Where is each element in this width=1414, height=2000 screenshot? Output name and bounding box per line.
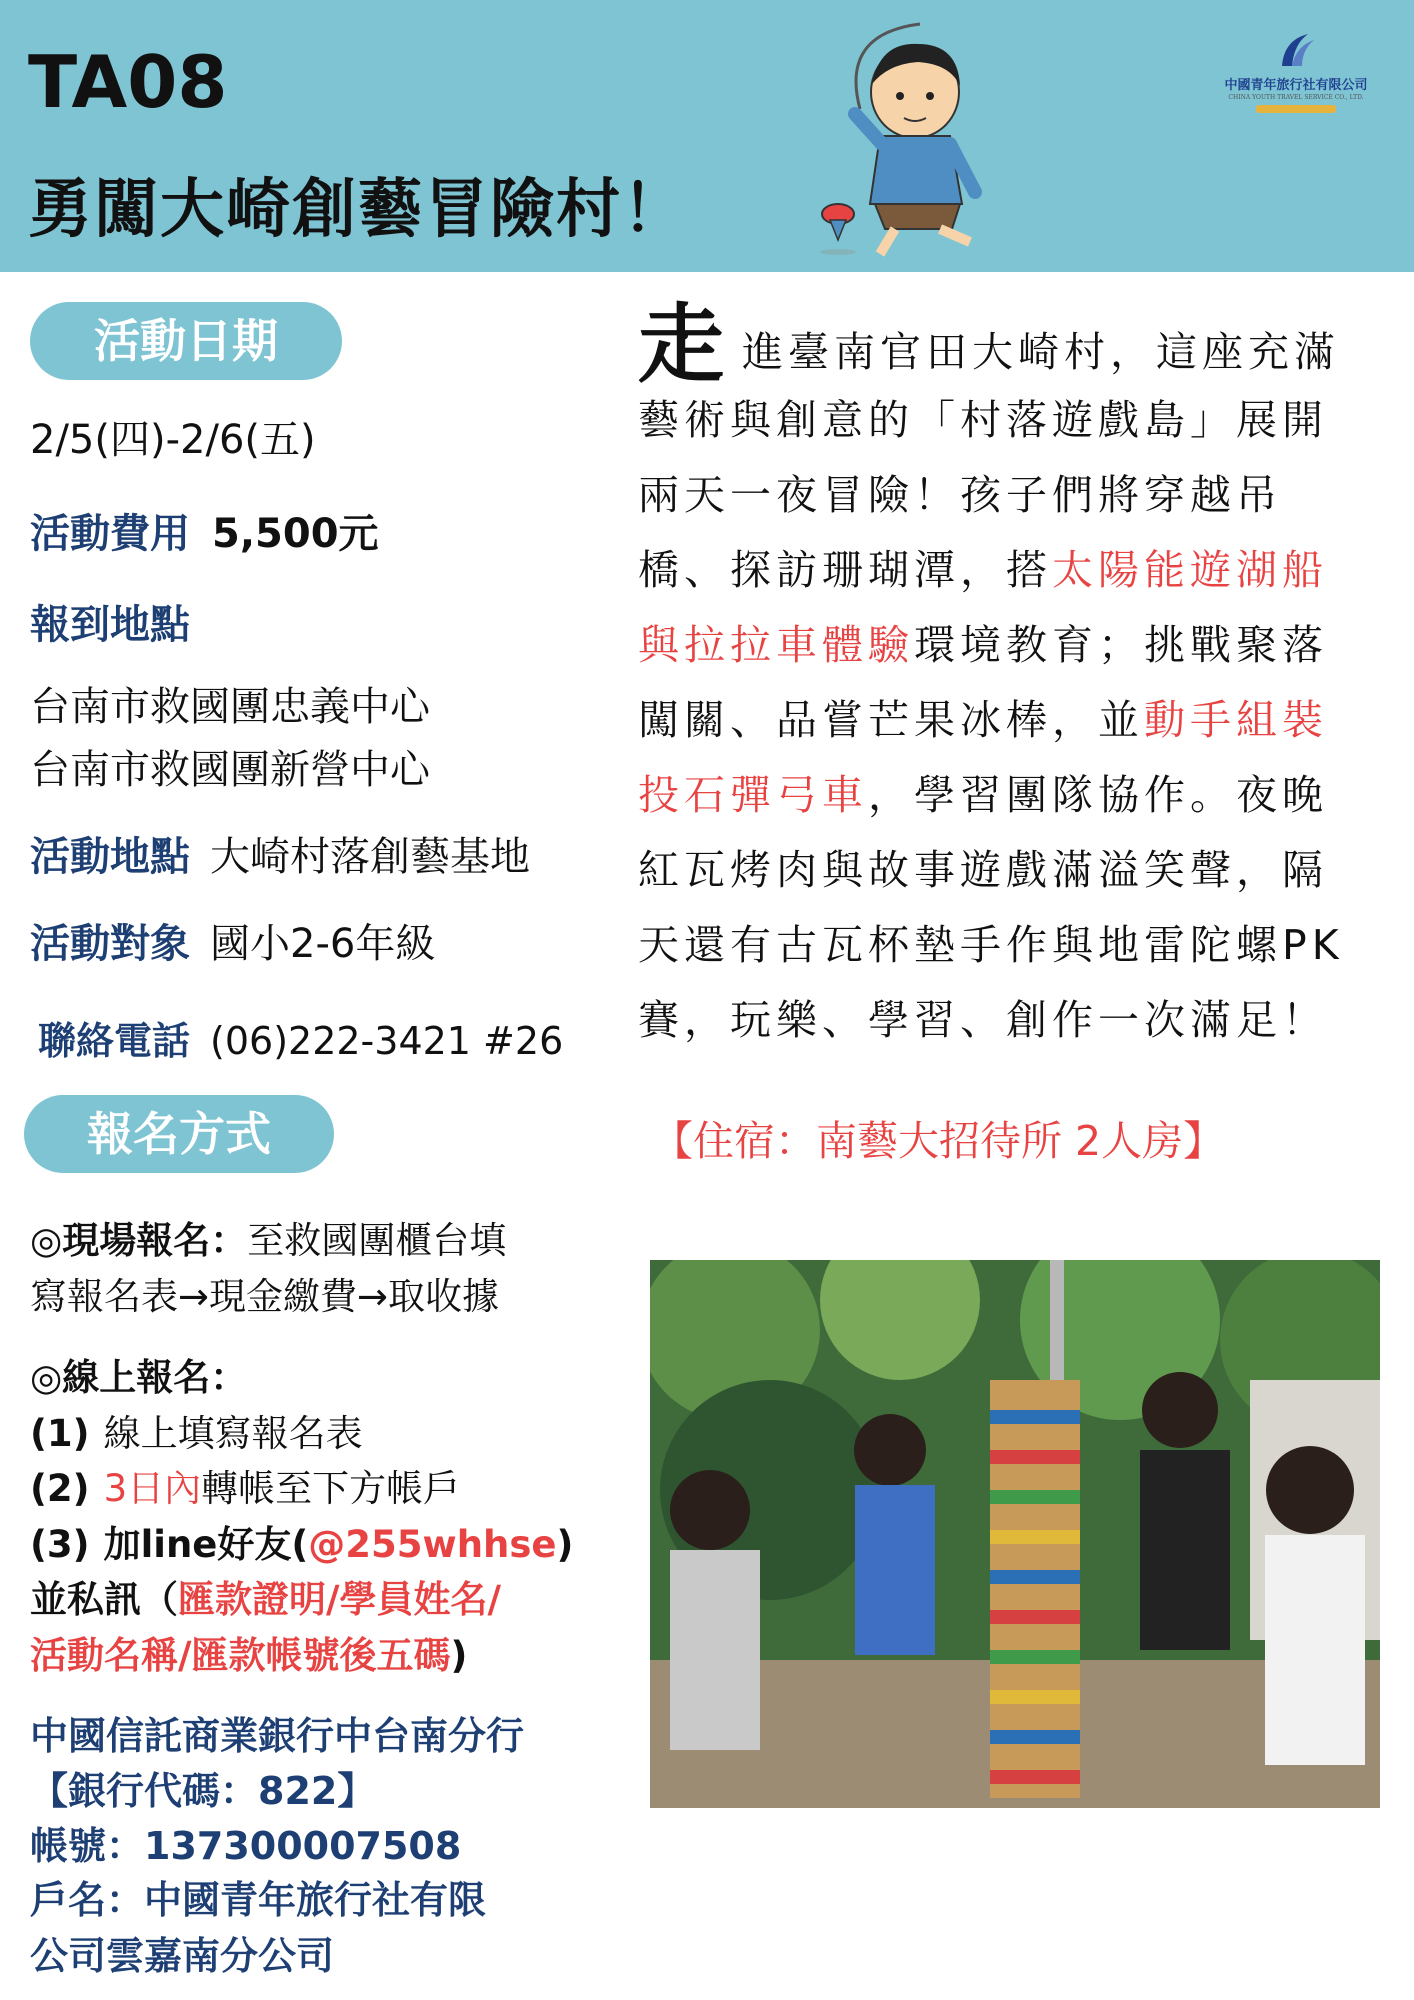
step-text: 轉帳至下方帳戶: [201, 1467, 461, 1510]
description-line: [638, 758, 1362, 833]
bank-code: 【銀行代碼：822】: [30, 1769, 376, 1813]
bank-name: 中國信託商業銀行中台南分行: [30, 1714, 525, 1758]
logo-bar: [1256, 105, 1336, 113]
target-row: [30, 912, 435, 969]
description-line: [638, 533, 1362, 608]
step-text-a: 加line好友(: [103, 1523, 309, 1566]
drop-cap: 走: [638, 295, 724, 395]
step-text-b: ): [556, 1523, 574, 1566]
signup-heading-pill: 報名方式: [24, 1095, 334, 1173]
description-line: 天還有古瓦杯墊手作與地雷陀螺PK: [638, 921, 1344, 969]
checkin-label: 報到地點: [30, 602, 190, 648]
account-holder-2: 公司雲嘉南分公司: [30, 1934, 335, 1978]
step-number: (1): [30, 1412, 90, 1455]
private-message-line-1: [30, 1569, 501, 1623]
children-block-tower-photo: [650, 1260, 1380, 1808]
pm-label: 並私訊（: [30, 1578, 178, 1621]
description-line: 紅瓦烤肉與故事遊戲滿溢笑聲，隔: [638, 846, 1328, 894]
step-text: 線上填寫報名表: [103, 1412, 363, 1455]
target-value: 國小2-6年級: [210, 921, 436, 967]
logo-company-name: 中國青年旅行社有限公司: [1224, 78, 1368, 93]
step-highlight: 3日內: [103, 1467, 202, 1510]
description-highlight: 投石彈弓車: [638, 771, 868, 819]
logo-wing-icon: [1274, 30, 1318, 70]
description-highlight: 與拉拉車體驗: [638, 621, 914, 669]
online-signup-label: ◎線上報名：: [30, 1356, 248, 1399]
fee-value: 5,500元: [212, 511, 379, 557]
checkin-location-1: 台南市救國團忠義中心: [30, 684, 430, 730]
description-text: 進臺南官田大崎村，這座充滿: [742, 328, 1340, 376]
header-banner: [0, 0, 1414, 272]
description-text: 環境教育；挑戰聚落: [914, 621, 1328, 669]
date-value: 2/5(四)-2/6(五): [30, 417, 316, 463]
description-line: [638, 683, 1362, 758]
onsite-signup-text-1: 至救國團櫃台填: [247, 1219, 507, 1262]
online-step-2: [30, 1458, 460, 1512]
venue-row: [30, 825, 530, 882]
page-title: 勇闖大崎創藝冒險村！: [28, 173, 688, 247]
description-line: 賽，玩樂、學習、創作一次滿足！: [638, 996, 1328, 1044]
target-label: 活動對象: [30, 921, 190, 967]
onsite-signup-text-2: 寫報名表→現金繳費→取收據: [30, 1275, 500, 1318]
description-line: 兩天一夜冒險！孩子們將穿越吊: [638, 471, 1282, 519]
description-line: 藝術與創意的「村落遊戲島」展開: [638, 396, 1328, 444]
step-number: (2): [30, 1467, 90, 1510]
date-heading-pill: 活動日期: [30, 302, 342, 380]
venue-label: 活動地點: [30, 834, 190, 880]
fee-label: 活動費用: [30, 511, 190, 557]
private-message-line-2: [30, 1625, 467, 1679]
activity-code: TA08: [28, 40, 228, 124]
line-id: @255whhse: [308, 1523, 557, 1566]
company-logo: [1196, 30, 1396, 130]
phone-value: (06)222-3421 #26: [210, 1019, 564, 1063]
online-step-3: [30, 1514, 573, 1568]
online-step-1: [30, 1403, 363, 1457]
description-text: 闖關、品嘗芒果冰棒，並: [638, 696, 1144, 744]
onsite-signup-line-1: [30, 1210, 506, 1264]
pm-items-2: 活動名稱/匯款帳號後五碼: [30, 1634, 451, 1677]
description-text: 橋、探訪珊瑚潭，搭: [638, 546, 1052, 594]
onsite-signup-label: ◎現場報名：: [30, 1219, 248, 1262]
venue-value: 大崎村落創藝基地: [210, 834, 530, 880]
description-text: ，學習團隊協作。夜晚: [868, 771, 1328, 819]
pm-items-1: 匯款證明/學員姓名/: [178, 1578, 502, 1621]
description-highlight: 動手組裝: [1144, 696, 1328, 744]
step-number: (3): [30, 1523, 90, 1566]
description-line: [638, 608, 1362, 683]
description-line: [638, 295, 1362, 395]
phone-row: [38, 1010, 563, 1065]
logo-english-name: CHINA YOUTH TRAVEL SERVICE CO., LTD.: [1228, 94, 1364, 101]
fee-row: [30, 502, 379, 559]
account-holder-1: 戶名：中國青年旅行社有限: [30, 1878, 487, 1922]
checkin-location-2: 台南市救國團新營中心: [30, 747, 430, 793]
activity-description: [638, 295, 1362, 1058]
bank-account: 帳號：137300007508: [30, 1824, 462, 1868]
boy-spinning-top-illustration: [800, 14, 1030, 264]
description-highlight: 太陽能遊湖船: [1052, 546, 1328, 594]
phone-label: 聯絡電話: [38, 1019, 191, 1063]
pm-close: ): [450, 1634, 468, 1677]
accommodation-note: 【住宿：南藝大招待所 2人房】: [652, 1117, 1225, 1165]
